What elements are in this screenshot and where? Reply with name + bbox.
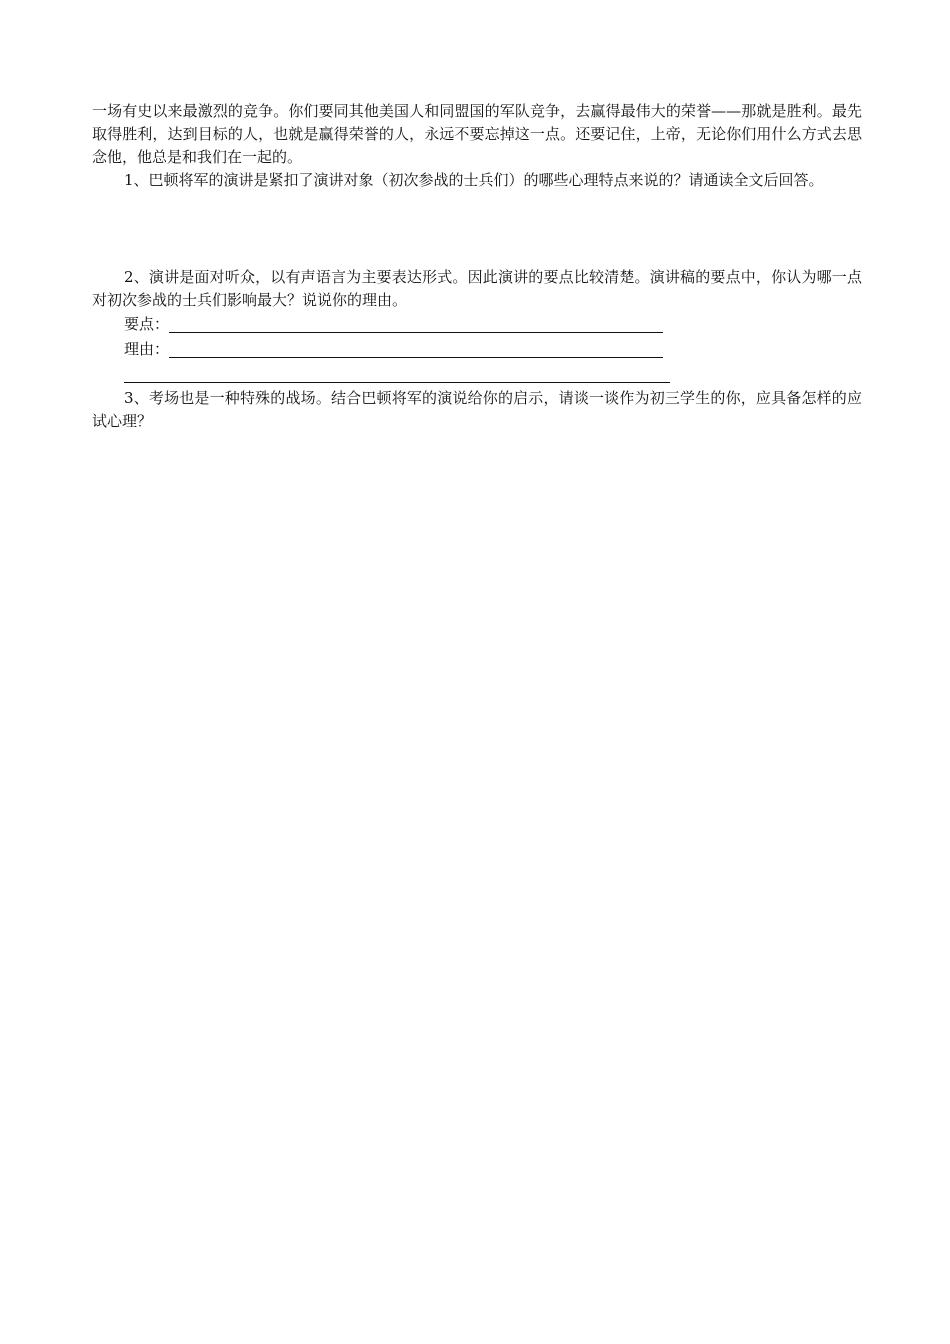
point-label: 要点：: [124, 315, 170, 333]
question-3: 3、考场也是一种特殊的战场。结合巴顿将军的演说给你的启示，请谈一谈作为初三学生的你，应具备怎样的应试心理？: [92, 389, 862, 430]
answer-line-reason-continued: [92, 362, 862, 387]
reason-blank[interactable]: [169, 338, 663, 358]
question-1: 1、巴顿将军的演讲是紧扣了演讲对象（初次参战的士兵们）的哪些心理特点来说的？请通读全文后回答。: [124, 171, 824, 189]
point-blank[interactable]: [169, 313, 663, 333]
answer-line-reason: [92, 337, 862, 362]
answer-line-point: [92, 312, 862, 337]
document-page: [92, 100, 862, 433]
passage-paragraph: 一场有史以来最激烈的竞争。你们要同其他美国人和同盟国的军队竞争，去赢得最伟大的荣誉——那就是胜利。最先取得胜利，达到目标的人，也就是赢得荣誉的人，永远不要忘掉这一点。还要记住，上帝，无论你们用什么方式去思念他，他总是和我们在一起的。: [92, 102, 862, 166]
answer-space-1: [92, 192, 862, 266]
reason-label: 理由：: [124, 340, 170, 358]
question-2: 2、演讲是面对听众，以有声语言为主要表达形式。因此演讲的要点比较清楚。演讲稿的要点中，你认为哪一点对初次参战的士兵们影响最大？说说你的理由。: [92, 268, 862, 309]
reason-blank-continued[interactable]: [124, 363, 670, 383]
